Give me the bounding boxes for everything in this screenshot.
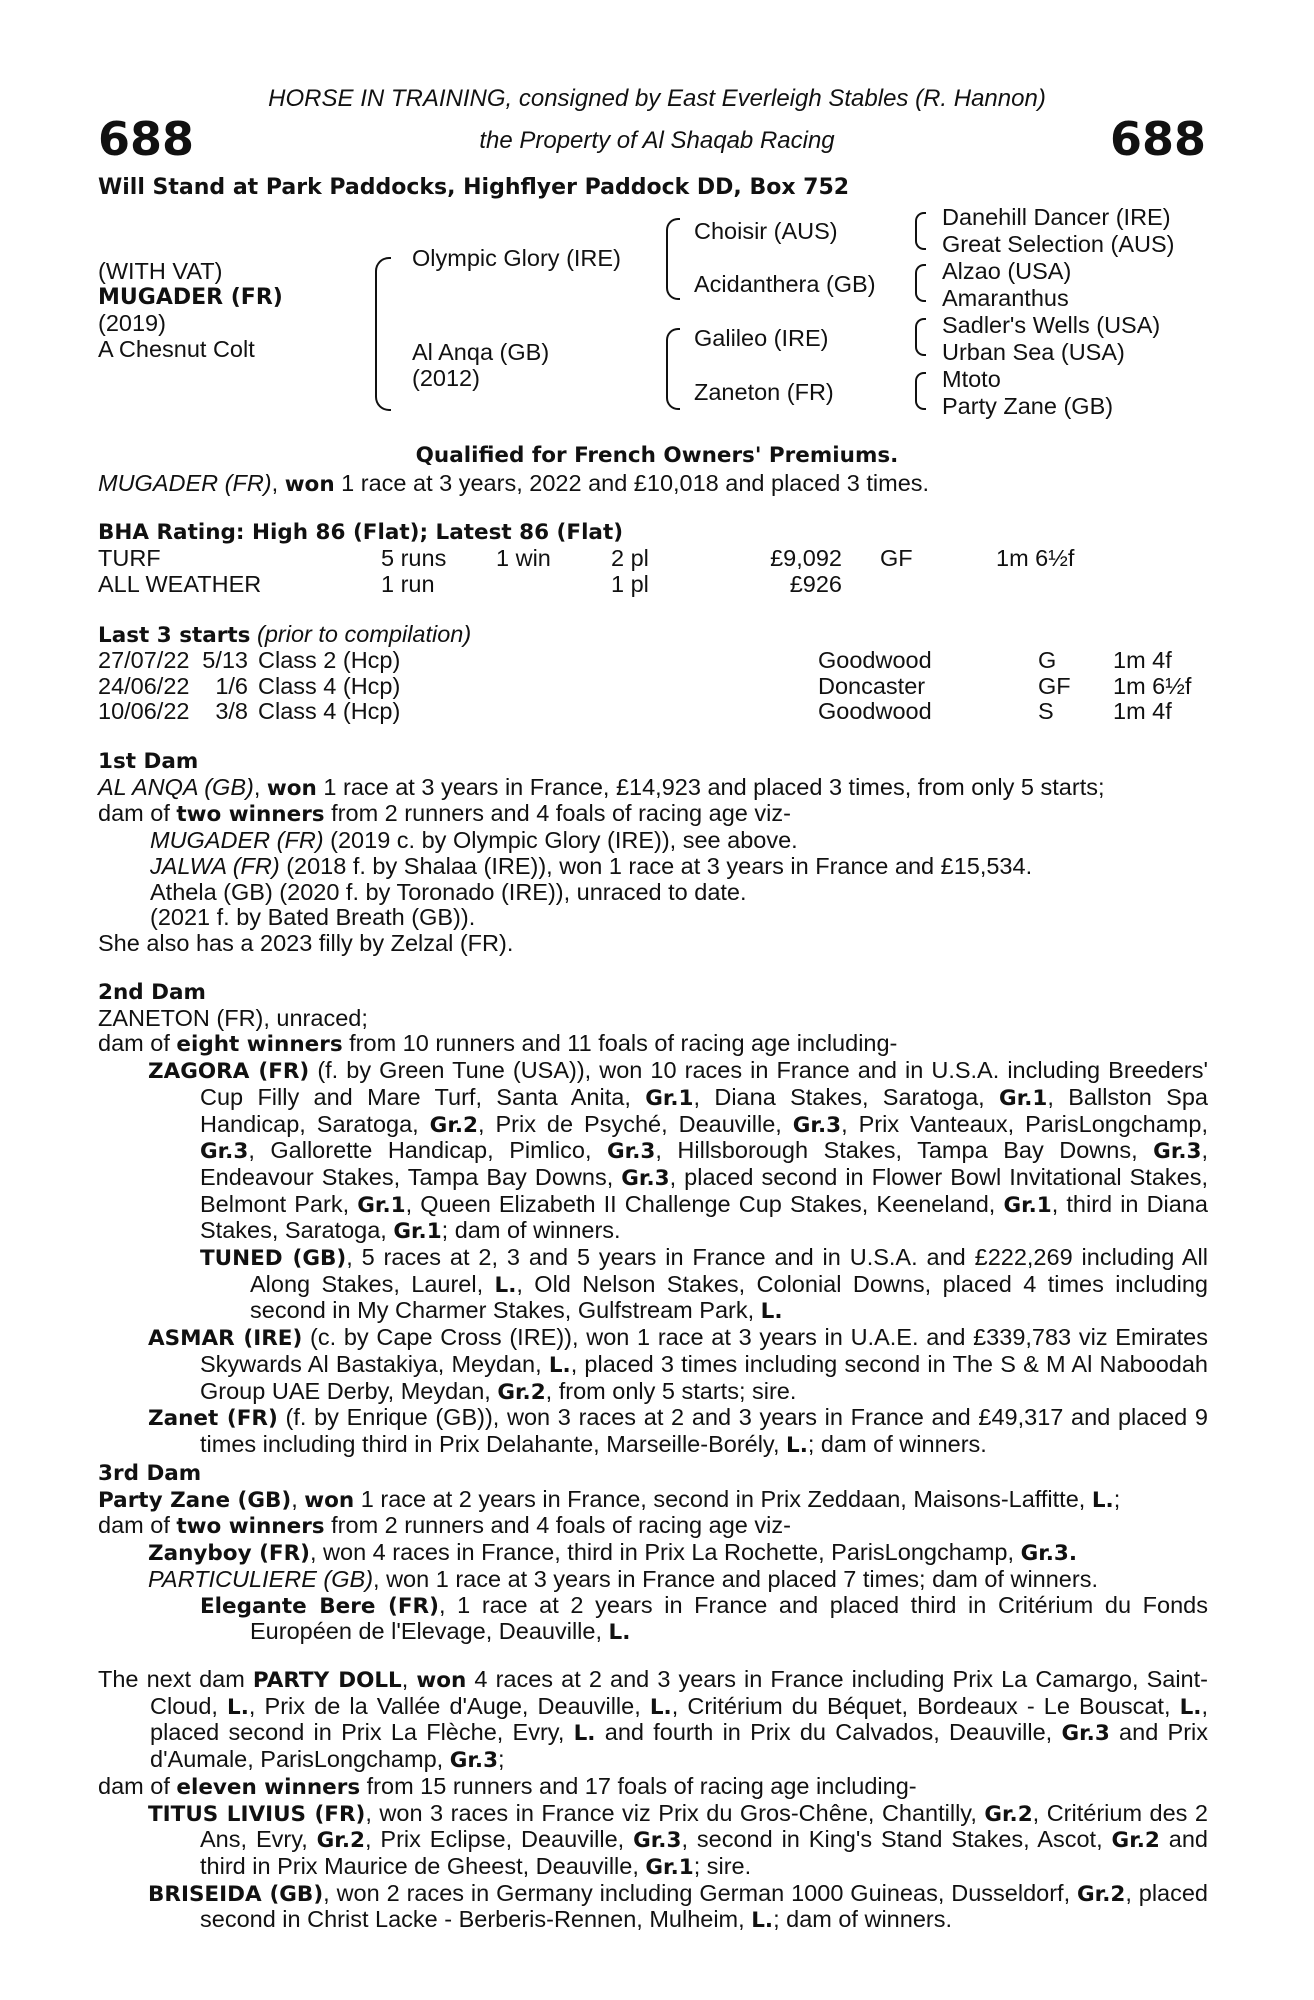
horse-year: (2019)	[98, 310, 166, 336]
rating-heading: BHA Rating: High 86 (Flat); Latest 86 (Flat)	[98, 520, 624, 545]
first-dam-section	[98, 749, 1208, 957]
table-row: TURF 5 runs 1 win 2 pl £9,092 GF 1m 6½f	[98, 545, 1075, 571]
lot-number-right: 688	[1109, 112, 1206, 166]
pedigree-brace-dd	[915, 372, 926, 410]
pedigree-dds: Mtoto	[942, 366, 1001, 392]
rating-table	[98, 546, 1074, 597]
also-has-note: She also has a 2023 filly by Zelzal (FR).	[98, 929, 514, 956]
progeny-item: Elegante Bere (FR), 1 race at 2 years in France and placed third in Critérium du Fonds Européen de l'Elevage, Deauville, L.	[200, 1591, 1208, 1646]
progeny-item: JALWA (FR) (2018 f. by Shalaa (IRE)), won 1 race at 3 years in France and £15,534.	[150, 852, 1033, 879]
table-row: 27/07/22 5/13 Class 2 (Hcp) Goodwood G 1m 4f	[98, 647, 1172, 673]
progeny-item: PARTICULIERE (GB), won 1 race at 3 years in France and placed 7 times; dam of winners.	[148, 1565, 1098, 1592]
progeny-item: Zanet (FR) (f. by Enrique (GB)), won 3 races at 2 and 3 years in France and £49,317 and placed 9 times including third in Prix Delahante, Marseille-Borély, L.; dam of winners.	[148, 1404, 1208, 1458]
pedigree-brace-ss	[915, 212, 926, 250]
dam-produce-line: dam of eight winners from 10 runners and 11 foals of racing age including-	[98, 1030, 898, 1058]
table-row: 10/06/22 3/8 Class 4 (Hcp) Goodwood S 1m 4f	[98, 698, 1172, 725]
pedigree-ss: Choisir (AUS)	[694, 218, 838, 244]
pedigree-ddd: Party Zane (GB)	[942, 393, 1114, 419]
next-dam-section	[98, 1667, 1208, 1934]
progeny-item: (2021 f. by Bated Breath (GB)).	[150, 904, 476, 931]
pedigree-sss: Danehill Dancer (IRE)	[942, 204, 1171, 230]
property-line: the Property of Al Shaqab Racing	[479, 127, 835, 154]
qualified-note: Qualified for French Owners' Premiums.	[415, 443, 899, 468]
pedigree-dam: Al Anqa (GB)	[412, 339, 550, 365]
section-heading: 1st Dam	[98, 749, 199, 774]
horse-name: MUGADER (FR)	[98, 285, 283, 310]
race-summary: MUGADER (FR), won 1 race at 3 years, 2022 and £10,018 and placed 3 times.	[98, 470, 930, 497]
pedigree-sds: Alzao (USA)	[942, 258, 1072, 284]
pedigree-brace-dam	[666, 328, 680, 410]
consignment-line: HORSE IN TRAINING, consigned by East Everleigh Stables (R. Hannon)	[268, 85, 1046, 112]
second-dam-section	[98, 980, 1208, 1459]
pedigree-sdd: Amaranthus	[942, 285, 1069, 311]
pedigree-ds: Galileo (IRE)	[694, 325, 829, 351]
progeny-item: Zanyboy (FR), won 4 races in France, third in Prix La Rochette, ParisLongchamp, Gr.3.	[148, 1539, 1078, 1567]
pedigree-dsd: Urban Sea (USA)	[942, 339, 1125, 365]
last-starts-table	[98, 648, 1191, 725]
progeny-item: TUNED (GB), 5 races at 2, 3 and 5 years in France and in U.S.A. and £222,269 including All Along Stakes, Laurel, L., Old Nelson Stakes, Colonial Downs, placed 4 times including second in My Charmer Stakes, Gulfstream Park, L.	[200, 1244, 1208, 1325]
progeny-item: BRISEIDA (GB), won 2 races in Germany including German 1000 Guineas, Dusseldorf, Gr.2, placed second in Christ Lacke - Berberis-Rennen, Mulheim, L.; dam of winners.	[148, 1879, 1209, 1934]
pedigree-sire: Olympic Glory (IRE)	[412, 245, 621, 271]
section-heading: 3rd Dam	[98, 1461, 202, 1486]
dam-produce-line: dam of eleven winners from 15 runners and 17 foals of racing age including-	[98, 1772, 917, 1800]
progeny-item: MUGADER (FR) (2019 c. by Olympic Glory (IRE)), see above.	[150, 827, 798, 854]
vat-label: (WITH VAT)	[98, 258, 223, 284]
progeny-item: Athela (GB) (2020 f. by Toronado (IRE)), unraced to date.	[150, 878, 747, 905]
pedigree-dam-year: (2012)	[412, 365, 480, 391]
pedigree-dd: Zaneton (FR)	[694, 379, 834, 405]
dam-record: AL ANQA (GB), won 1 race at 3 years in France, £14,923 and placed 3 times, from only 5 starts; dam of two winners from 2 runners and 4 foals of racing age viz-	[98, 773, 1105, 828]
progeny-item: ASMAR (IRE) (c. by Cape Cross (IRE)), won 1 race at 3 years in U.A.E. and £339,783 viz Emirates Skywards Al Bastakiya, Meydan, L., placed 3 times including second in The S & M Al Naboodah Group UAE Derby, Meydan, Gr.2, from only 5 starts; sire.	[148, 1324, 1208, 1405]
progeny-item: TITUS LIVIUS (FR), won 3 races in France viz Prix du Gros-Chêne, Chantilly, Gr.2, Critérium des 2 Ans, Evry, Gr.2, Prix Eclipse, Deauville, Gr.3, second in King's Stand Stakes, Ascot, Gr.2 and third in Prix Maurice de Gheest, Deauville, Gr.1; sire.	[148, 1799, 1208, 1880]
location-line: Will Stand at Park Paddocks, Highflyer Paddock DD, Box 752	[98, 175, 850, 200]
table-row: 24/06/22 1/6 Class 4 (Hcp) Doncaster GF 1m 6½f	[98, 672, 1192, 699]
horse-description: A Chesnut Colt	[98, 336, 255, 362]
pedigree-brace-sd	[915, 264, 926, 302]
third-dam-section	[98, 1461, 1208, 1646]
pedigree-brace-main	[375, 257, 391, 411]
dam-record: The next dam PARTY DOLL, won 4 races at 2 and 3 years in France including Prix La Camargo, Saint-Cloud, L., Prix de la Vallée d'Auge, Deauville, L., Critérium du Béquet, Bordeaux - Le Bouscat, L., placed second in Prix La Flèche, Evry, L. and fourth in Prix du Calvados, Deauville, Gr.3 and Prix d'Aumale, ParisLongchamp, Gr.3;	[98, 1666, 1208, 1774]
progeny-item: ZAGORA (FR) (f. by Green Tune (USA)), won 10 races in France and in U.S.A. including Breeders' Cup Filly and Mare Turf, Santa Anita, Gr.1, Diana Stakes, Saratoga, Gr.1, Ballston Spa Handicap, Saratoga, Gr.2, Prix de Psyché, Deauville, Gr.3, Prix Vanteaux, ParisLongchamp, Gr.3, Gallorette Handicap, Pimlico, Gr.3, Hillsborough Stakes, Tampa Bay Downs, Gr.3, Endeavour Stakes, Tampa Bay Downs, Gr.3, placed second in Flower Bowl Invitational Stakes, Belmont Park, Gr.1, Queen Elizabeth II Challenge Cup Stakes, Keeneland, Gr.1, third in Diana Stakes, Saratoga, Gr.1; dam of winners.	[148, 1057, 1209, 1245]
dam-record: ZANETON (FR), unraced;	[98, 1004, 368, 1031]
pedigree-sd: Acidanthera (GB)	[694, 271, 876, 297]
pedigree-dss: Sadler's Wells (USA)	[942, 312, 1161, 338]
pedigree-ssd: Great Selection (AUS)	[942, 231, 1175, 257]
lot-number-left: 688	[98, 112, 195, 166]
section-heading: 2nd Dam	[98, 980, 206, 1005]
pedigree-brace-sire	[666, 218, 680, 300]
table-row: ALL WEATHER 1 run 1 pl £926	[98, 570, 842, 597]
pedigree-brace-ds	[915, 318, 926, 356]
last-starts-heading: Last 3 starts (prior to compilation)	[98, 621, 472, 648]
dam-record: Party Zane (GB), won 1 race at 2 years in France, second in Prix Zeddaan, Maisons-Laffitte, L.; dam of two winners from 2 runners and 4 foals of racing age viz-	[98, 1485, 1121, 1540]
